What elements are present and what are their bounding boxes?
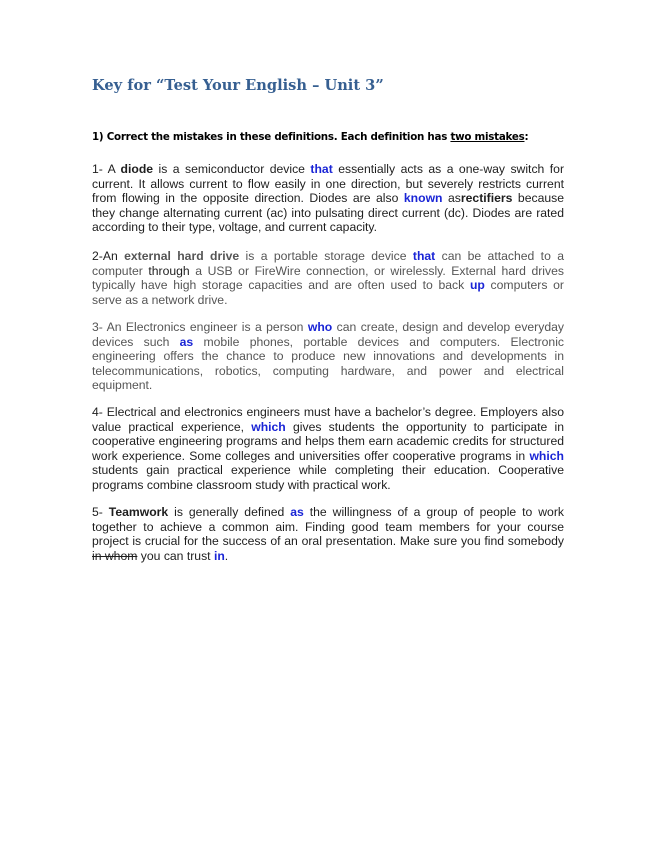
term-diode: diode (120, 162, 154, 176)
correction-word: that (412, 249, 436, 263)
correction-word: which (529, 448, 564, 463)
correction-word: in (213, 548, 225, 563)
text: students gain practical experience while completing their education. Cooperative programs combine classroom study with practical work. (92, 463, 564, 492)
correction-word: which (251, 419, 286, 434)
text: because they change alternating current (ac) into pulsating direct current (dc). Diodes are rated according to their type, voltage, and current capacity. (92, 191, 565, 235)
term-teamwork: Teamwork (108, 505, 169, 519)
instructions (92, 131, 528, 143)
instructions-underlined: two mistakes (450, 131, 525, 143)
correction-word-plain: through (148, 263, 190, 278)
text: you can trust (137, 548, 214, 563)
text: is generally defined (168, 505, 291, 519)
text: gives students the opportunity to participate in cooperative engineering programs and helps them earn academic credits for structured work experience. Some colleges and universities offer cooperative programs in (92, 419, 564, 463)
instructions-suffix: : (524, 131, 529, 143)
instructions-text: 1) Correct the mistakes in these definitions. Each definition has (92, 131, 451, 143)
text: can create, design and develop everyday devices such (92, 320, 564, 349)
text: is a portable storage device (239, 249, 413, 263)
text: is a semiconductor device (153, 162, 311, 176)
definition-3 (92, 320, 564, 393)
text: mobile phones, portable devices and computers. Electronic engineering offers the chance to produce new innovations and developments in telecommunications, robotics, computing hardware, and power and electrical equipment. (92, 334, 564, 393)
text: 1- A (92, 162, 121, 176)
page-title: Key for “Test Your English – Unit 3” (92, 77, 384, 94)
correction-word: as (179, 334, 194, 349)
definition-2 (92, 249, 564, 307)
text: as (442, 191, 461, 206)
term-rectifiers: rectifiers (460, 191, 513, 206)
text: computers or serve as a network drive. (92, 278, 564, 307)
text: 3- An Electronics engineer is a person (92, 320, 308, 334)
text: 4- Electrical and electronics engineers must have a bachelor’s degree. Employers also value practical experience, (92, 405, 564, 434)
text: 5- (92, 505, 109, 519)
correction-word: up (469, 278, 485, 293)
correction-word: who (307, 320, 333, 334)
definition-1 (92, 162, 564, 235)
struck-phrase: in whom (92, 548, 138, 563)
text: 2-An (92, 249, 125, 263)
correction-word: that (310, 162, 333, 176)
text: essentially acts as a one-way switch for current. It allows current to flow easily in one direction, but severely restricts current from flowing in the opposite direction. Diodes are also (92, 162, 564, 206)
text: can be attached to a computer (92, 249, 564, 278)
correction-word: known (403, 191, 443, 206)
correction-word: as (290, 505, 304, 519)
term-external-hard-drive: external hard drive (124, 249, 240, 263)
definition-4 (92, 405, 564, 493)
text: the willingness of a group of people to work together to achieve a common aim. Finding good team members for your course project is crucial for the success of an oral presentation. Make sure you find somebody (92, 505, 564, 549)
definition-5 (92, 505, 564, 563)
text: a USB or FireWire connection, or wirelessly. External hard drives typically have high storage capacities and are often used to back (92, 263, 564, 293)
text: . (224, 548, 229, 563)
